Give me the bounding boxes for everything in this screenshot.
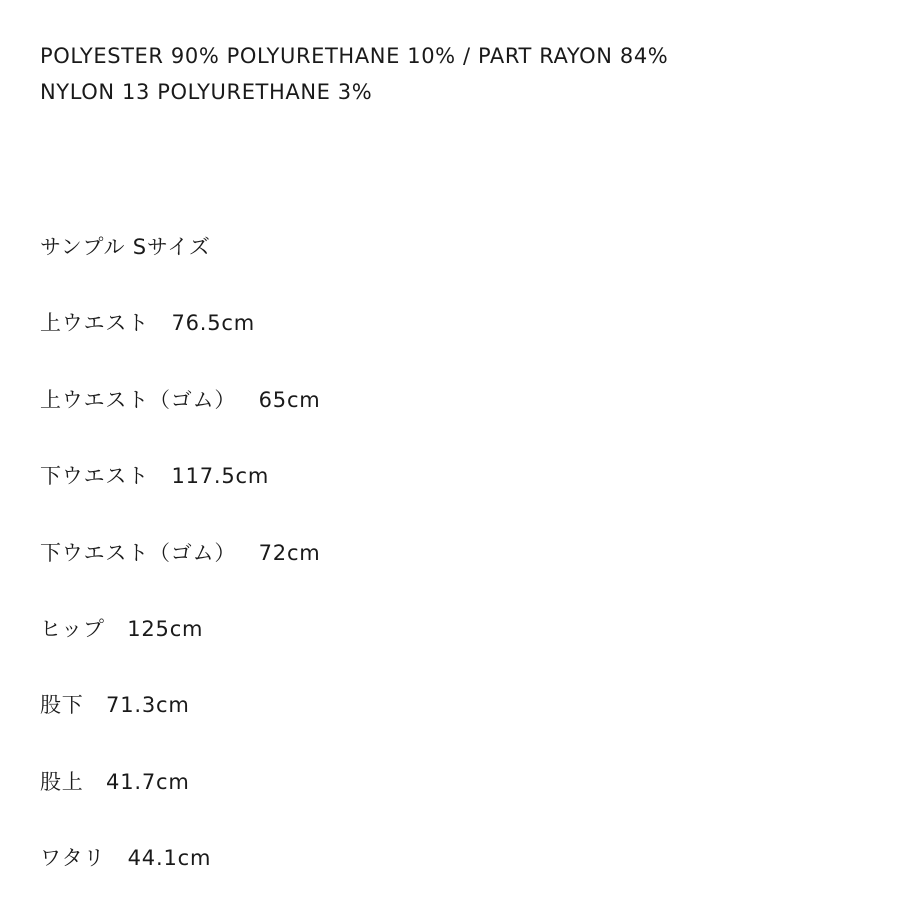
material-line-1: POLYESTER 90% POLYURETHANE 10% / PART RAYON 84% bbox=[40, 44, 669, 68]
material-composition bbox=[40, 38, 880, 110]
measurement-value: 71.3cm bbox=[106, 693, 190, 718]
measurement-lower-waist bbox=[40, 457, 880, 533]
measurement-lower-waist-elastic bbox=[40, 534, 880, 610]
measurement-value: 125cm bbox=[127, 616, 204, 641]
measurement-label: ヒップ bbox=[40, 616, 105, 641]
size-spec-list bbox=[40, 228, 880, 916]
measurement-value: 76.5cm bbox=[171, 311, 255, 336]
measurement-value: 41.7cm bbox=[106, 769, 190, 794]
measurement-rise bbox=[40, 763, 880, 839]
measurement-label: 下ウエスト bbox=[40, 464, 149, 489]
measurement-upper-waist bbox=[40, 304, 880, 380]
material-line-2: NYLON 13 POLYURETHANE 3% bbox=[40, 80, 373, 104]
measurement-label: 股上 bbox=[40, 769, 84, 794]
measurement-value: 117.5cm bbox=[171, 464, 270, 489]
measurement-upper-waist-elastic bbox=[40, 381, 880, 457]
measurement-hip bbox=[40, 610, 880, 686]
sample-size-heading: サンプル Sサイズ bbox=[40, 235, 211, 259]
measurement-label: 上ウエスト（ゴム） bbox=[40, 387, 237, 412]
measurement-label: 下ウエスト（ゴム） bbox=[40, 540, 237, 565]
measurement-label: 股下 bbox=[40, 693, 84, 718]
measurement-value: 65cm bbox=[258, 387, 321, 412]
measurement-inseam bbox=[40, 686, 880, 762]
measurement-thigh-width bbox=[40, 839, 880, 915]
measurement-value: 72cm bbox=[258, 540, 321, 565]
measurement-label: 上ウエスト bbox=[40, 311, 149, 336]
measurement-value: 44.1cm bbox=[127, 846, 212, 871]
measurement-label: ワタリ bbox=[40, 846, 106, 871]
